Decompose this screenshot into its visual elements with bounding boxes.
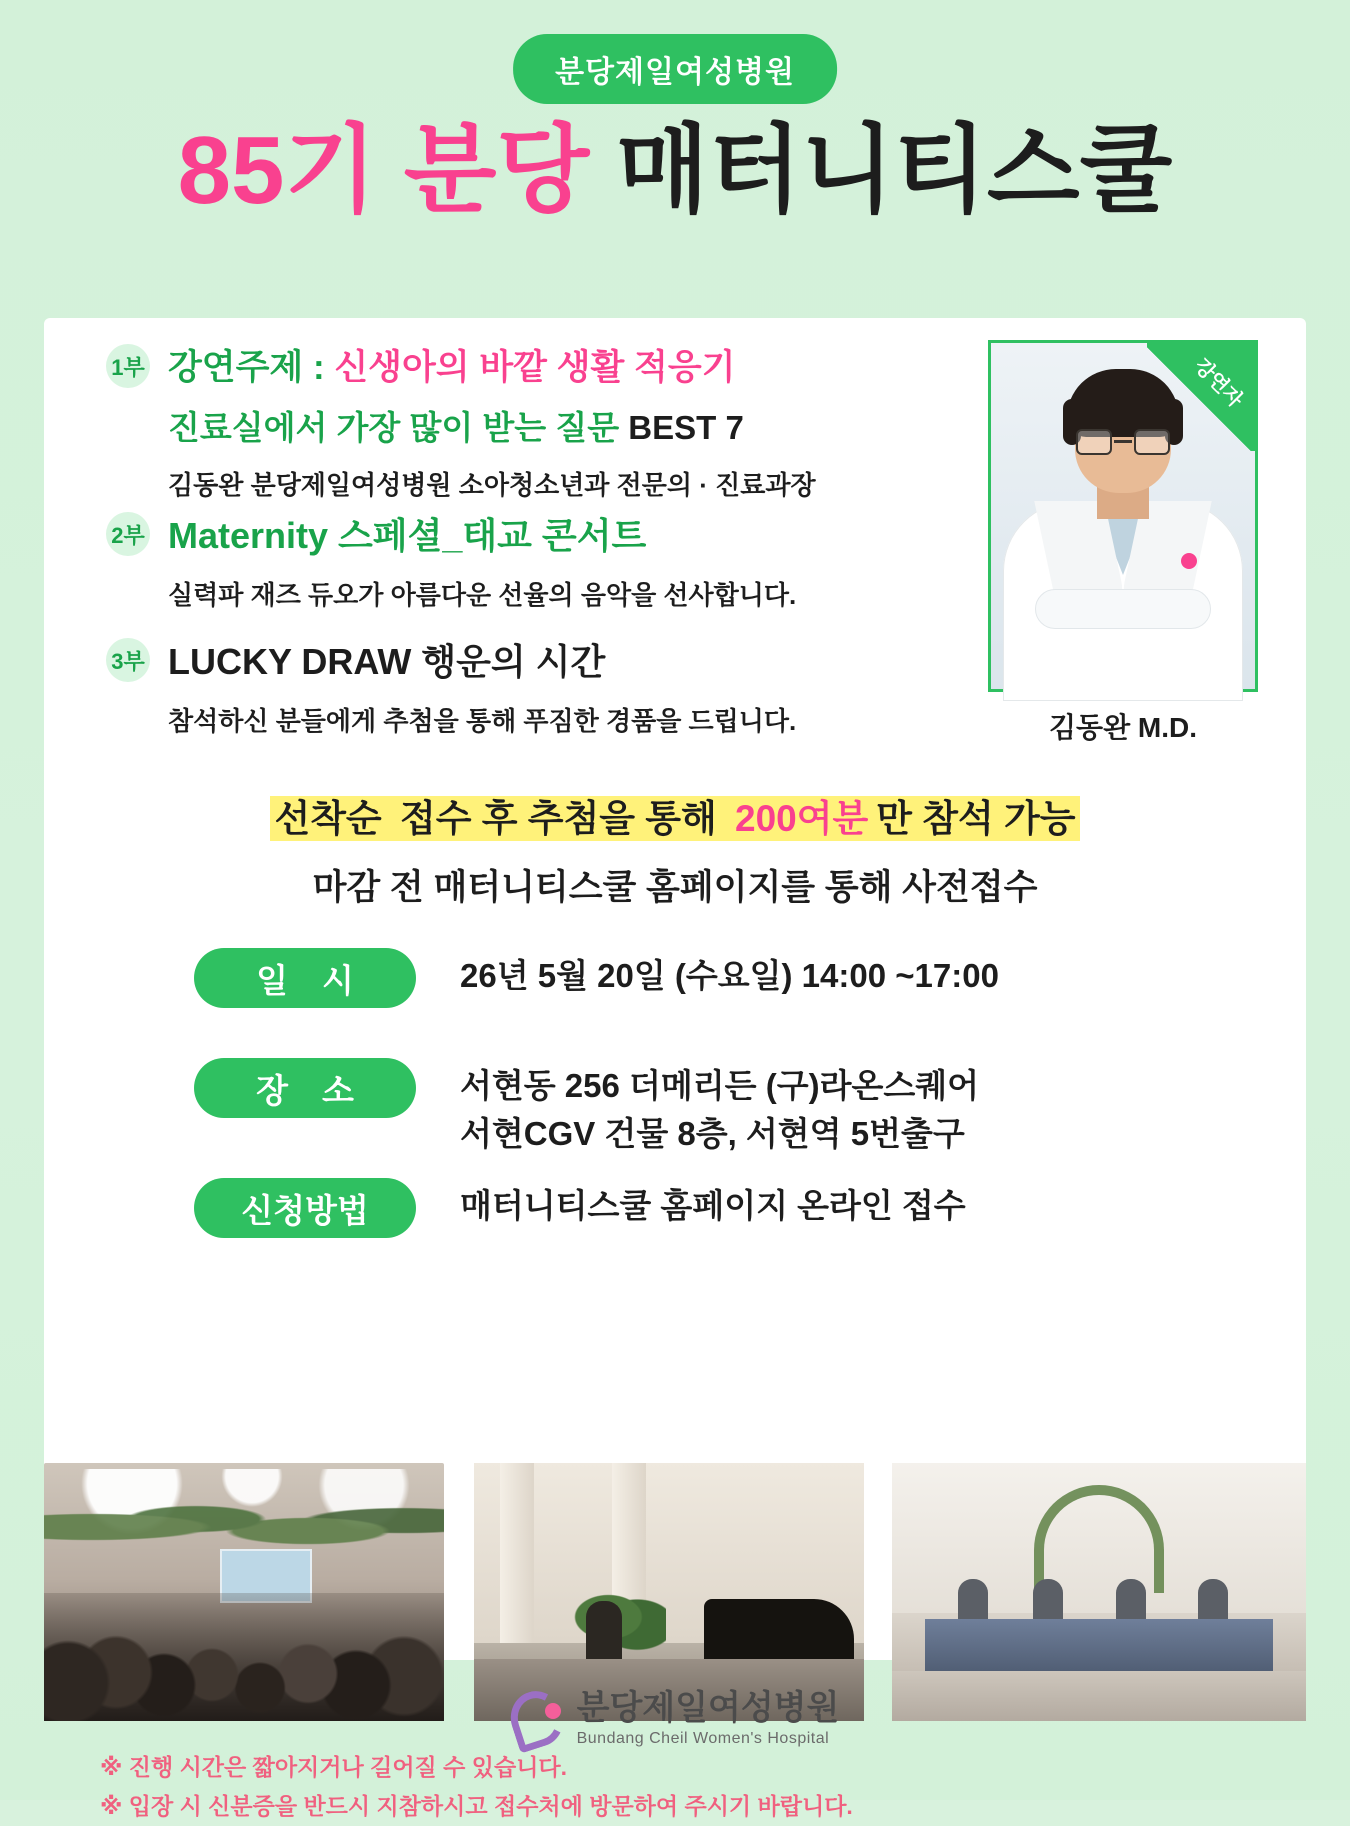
- info-value-location: [460, 1062, 979, 1158]
- part-badge-2: 2부: [106, 512, 150, 556]
- part-body-2: [168, 508, 986, 612]
- part-badge-1: 1부: [106, 344, 150, 388]
- hospital-logo-icon: [511, 1691, 563, 1747]
- part2-title: Maternity 스페셜_태교 콘서트: [168, 515, 647, 556]
- part-body-1: [168, 340, 986, 502]
- footnote-2: ※ 입장 시 신분증을 반드시 지참하시고 접수처에 방문하여 주시기 바랍니다.: [100, 1793, 853, 1820]
- part-body-3: [168, 634, 986, 738]
- photo-gallery: [44, 1463, 1306, 1721]
- capacity-highlight: [44, 788, 1306, 842]
- part1-subtitle-best: BEST 7: [628, 409, 744, 446]
- part3-description: 참석하신 분들에게 추첨을 통해 푸짐한 경품을 드립니다.: [168, 706, 797, 736]
- part1-subtitle-line: [168, 402, 986, 449]
- glasses-lens-left: [1076, 429, 1112, 455]
- logo-dot: [545, 1703, 561, 1719]
- part2-description: 실력파 재즈 듀오가 아름다운 선율의 음악을 선사합니다.: [168, 580, 797, 610]
- gallery-photo-concert: [474, 1463, 864, 1721]
- program-part-1: [106, 340, 986, 502]
- page-title-highlight: 85기 분당: [177, 117, 590, 224]
- reception-table: [925, 1619, 1273, 1675]
- part1-topic-prefix: 강연주제 :: [168, 348, 335, 387]
- doctor-crossed-arms: [1035, 589, 1211, 629]
- logo-swirl: [503, 1685, 570, 1754]
- speaker-name: 김동완 M.D.: [1048, 712, 1198, 743]
- capacity-end-text: 만 참석 가능: [872, 796, 1079, 841]
- hospital-pill: 분당제일여성병원: [513, 34, 837, 104]
- info-value-location-line2: 서현CGV 건물 8층, 서현역 5번출구: [460, 1114, 965, 1152]
- capacity-mid-text: 접수 후 추첨을 통해: [386, 796, 731, 841]
- gallery-photo-reception: [892, 1463, 1306, 1721]
- info-value-datetime: 26년 5월 20일 (수요일) 14:00 ~17:00: [460, 957, 999, 994]
- page-title-rest: 매터니티스쿨: [615, 117, 1173, 224]
- part1-topic-line: [168, 340, 986, 390]
- capacity-count: 200여분: [731, 796, 872, 841]
- info-value-location-line1: 서현동 256 더메리든 (구)라온스퀘어: [460, 1067, 979, 1104]
- gallery-photo-lecture-hall: [44, 1463, 444, 1721]
- info-label-location: 장소: [194, 1058, 416, 1118]
- footnotes: [100, 1748, 853, 1826]
- speaker-corner-ribbon: [1147, 343, 1255, 451]
- speaker-ribbon-label: 강연자: [1189, 354, 1247, 412]
- part1-speaker-credit: 김동완 분당제일여성병원 소아청소년과 전문의 · 진료과장: [168, 470, 816, 500]
- first-come-mark: 선착순: [270, 796, 385, 841]
- part1-topic-title: 신생아의 바깥 생활 적응기: [334, 348, 736, 387]
- info-label-datetime: 일시: [194, 948, 416, 1008]
- part-badge-3: 3부: [106, 638, 150, 682]
- footer-name-en: Bundang Cheil Women's Hospital: [576, 1730, 830, 1748]
- footer-name-ko: 분당제일여성병원: [576, 1689, 840, 1727]
- glasses-bridge: [1114, 440, 1132, 443]
- footnote-1: ※ 진행 시간은 짧아지거나 길어질 수 있습니다.: [100, 1754, 568, 1780]
- speaker-photo: [988, 340, 1258, 692]
- footer-text: [577, 1690, 840, 1748]
- registration-note: 마감 전 매터니티스쿨 홈페이지를 통해 사전접수: [312, 868, 1038, 907]
- stage-column-left: [500, 1463, 534, 1643]
- part3-title: LUCKY DRAW 행운의 시간: [168, 641, 606, 682]
- program-part-2: [106, 508, 986, 612]
- part1-subtitle: 진료실에서 가장 많이 받는 질문: [168, 409, 620, 446]
- info-value-apply: 매터니티스쿨 홈페이지 온라인 접수: [460, 1187, 966, 1224]
- coat-logo-icon: [1181, 553, 1197, 569]
- program-part-3: [106, 634, 986, 738]
- speaker-block: [988, 340, 1258, 746]
- footer-logo: [0, 1690, 1350, 1748]
- page-title: [0, 118, 1350, 224]
- info-label-apply: 신청방법: [194, 1178, 416, 1238]
